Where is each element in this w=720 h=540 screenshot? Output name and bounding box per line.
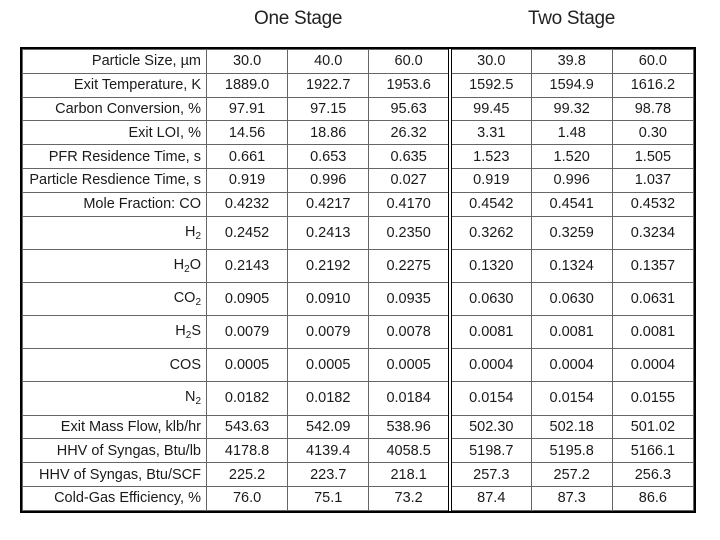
- one-stage-cell: 0.0935: [369, 282, 450, 315]
- one-stage-cell: 95.63: [369, 97, 450, 121]
- one-stage-cell: 0.2143: [207, 249, 288, 282]
- row-label-text: PFR Residence Time, s: [48, 148, 201, 165]
- formula-base: N: [184, 389, 196, 406]
- two-stage-cell: 0.0154: [531, 382, 612, 415]
- two-stage-cell: 0.3259: [531, 216, 612, 249]
- one-stage-cell: 76.0: [207, 486, 288, 510]
- two-stage-cell: 0.30: [612, 121, 693, 145]
- two-stage-cell: 0.0155: [612, 382, 693, 415]
- formula-subscript: 2: [195, 230, 201, 242]
- one-stage-cell: 73.2: [369, 486, 450, 510]
- two-stage-cell: 257.3: [450, 463, 531, 487]
- two-stage-cell: 99.45: [450, 97, 531, 121]
- one-stage-cell: 97.15: [288, 97, 369, 121]
- row-label: [23, 349, 207, 382]
- two-stage-cell: 502.18: [531, 415, 612, 439]
- row-label: [23, 415, 207, 439]
- one-stage-cell: 0.0905: [207, 282, 288, 315]
- one-stage-cell: 0.0005: [369, 349, 450, 382]
- table-body: [23, 50, 694, 511]
- table-row: [23, 463, 694, 487]
- two-stage-cell: 0.3262: [450, 216, 531, 249]
- table-row: [23, 169, 694, 193]
- row-label: [23, 486, 207, 510]
- row-label-text: HHV of Syngas, Btu/lb: [56, 442, 201, 459]
- two-stage-cell: 0.0631: [612, 282, 693, 315]
- one-stage-cell: 0.0910: [288, 282, 369, 315]
- one-stage-cell: 0.0078: [369, 316, 450, 349]
- table-row: [23, 249, 694, 282]
- row-label: [23, 249, 207, 282]
- two-stage-cell: 0.0081: [531, 316, 612, 349]
- one-stage-cell: 0.4232: [207, 192, 288, 216]
- two-stage-cell: 1.523: [450, 145, 531, 169]
- table-row: [23, 73, 694, 97]
- two-stage-cell: 5195.8: [531, 439, 612, 463]
- two-stage-cell: 98.78: [612, 97, 693, 121]
- table-row: [23, 439, 694, 463]
- row-label: [23, 439, 207, 463]
- one-stage-cell: 18.86: [288, 121, 369, 145]
- row-label-text: Exit Mass Flow, klb/hr: [60, 418, 201, 435]
- one-stage-cell: 0.2350: [369, 216, 450, 249]
- two-stage-cell: 0.919: [450, 169, 531, 193]
- table-row: [23, 192, 694, 216]
- formula-subscript: 2: [185, 330, 192, 342]
- row-label: [23, 50, 207, 74]
- formula-base: H: [175, 323, 186, 340]
- two-stage-cell: 30.0: [450, 50, 531, 74]
- one-stage-cell: 538.96: [369, 415, 450, 439]
- row-label: [23, 216, 207, 249]
- one-stage-cell: 14.56: [207, 121, 288, 145]
- two-stage-cell: 87.4: [450, 486, 531, 510]
- one-stage-heading: One Stage: [254, 8, 343, 29]
- two-stage-cell: 0.1324: [531, 249, 612, 282]
- one-stage-cell: 4178.8: [207, 439, 288, 463]
- one-stage-cell: 0.2452: [207, 216, 288, 249]
- one-stage-cell: 218.1: [369, 463, 450, 487]
- one-stage-cell: 0.661: [207, 145, 288, 169]
- two-stage-cell: 1.505: [612, 145, 693, 169]
- table-row: [23, 282, 694, 315]
- two-stage-cell: 0.4532: [612, 192, 693, 216]
- results-table: [20, 47, 696, 513]
- one-stage-cell: 26.32: [369, 121, 450, 145]
- one-stage-cell: 0.0182: [207, 382, 288, 415]
- table-row: [23, 97, 694, 121]
- one-stage-cell: 60.0: [369, 50, 450, 74]
- row-label-text: HHV of Syngas, Btu/SCF: [39, 466, 201, 483]
- one-stage-cell: 4058.5: [369, 439, 450, 463]
- row-label: [23, 169, 207, 193]
- two-stage-cell: 0.996: [531, 169, 612, 193]
- one-stage-cell: 1922.7: [288, 73, 369, 97]
- table-row: [23, 216, 694, 249]
- one-stage-cell: 40.0: [288, 50, 369, 74]
- row-label: [23, 121, 207, 145]
- one-stage-cell: 0.635: [369, 145, 450, 169]
- two-stage-cell: 0.0630: [450, 282, 531, 315]
- two-stage-cell: 1.48: [531, 121, 612, 145]
- two-stage-cell: 99.32: [531, 97, 612, 121]
- two-stage-cell: 1592.5: [450, 73, 531, 97]
- formula-subscript: 2: [195, 396, 201, 408]
- one-stage-cell: 543.63: [207, 415, 288, 439]
- table-row: [23, 50, 694, 74]
- formula-subscript: 2: [184, 263, 190, 275]
- two-stage-cell: 256.3: [612, 463, 693, 487]
- formula-base: H: [173, 256, 185, 273]
- one-stage-cell: 225.2: [207, 463, 288, 487]
- one-stage-cell: 0.0005: [207, 349, 288, 382]
- one-stage-cell: 0.0079: [288, 316, 369, 349]
- table-row: [23, 486, 694, 510]
- two-stage-cell: 86.6: [612, 486, 693, 510]
- row-label-text: Exit LOI, %: [128, 124, 201, 141]
- row-label: [23, 282, 207, 315]
- two-stage-cell: 0.0004: [612, 349, 693, 382]
- two-stage-cell: 502.30: [450, 415, 531, 439]
- one-stage-cell: 0.996: [288, 169, 369, 193]
- formula-tail: S: [191, 323, 201, 340]
- two-stage-cell: 0.0004: [450, 349, 531, 382]
- row-label-text: Particle Resdience Time, s: [29, 172, 201, 189]
- one-stage-cell: 0.4170: [369, 192, 450, 216]
- row-label-text: COS: [169, 357, 201, 374]
- one-stage-cell: 0.919: [207, 169, 288, 193]
- formula-base: H: [184, 223, 196, 240]
- row-label-text: Cold-Gas Efficiency, %: [54, 490, 201, 507]
- one-stage-cell: 97.91: [207, 97, 288, 121]
- two-stage-cell: 0.0081: [612, 316, 693, 349]
- row-label: [23, 192, 207, 216]
- two-stage-cell: 0.1357: [612, 249, 693, 282]
- two-stage-cell: 0.0004: [531, 349, 612, 382]
- two-stage-cell: 1594.9: [531, 73, 612, 97]
- row-label-text: Mole Fraction: CO: [83, 196, 201, 213]
- formula-tail: O: [189, 256, 201, 273]
- formula-subscript: 2: [195, 297, 201, 309]
- table-row: [23, 145, 694, 169]
- two-stage-cell: 60.0: [612, 50, 693, 74]
- two-stage-cell: 0.0081: [450, 316, 531, 349]
- one-stage-cell: 1889.0: [207, 73, 288, 97]
- one-stage-cell: 0.2413: [288, 216, 369, 249]
- two-stage-cell: 1.520: [531, 145, 612, 169]
- row-label: [23, 463, 207, 487]
- one-stage-cell: 0.653: [288, 145, 369, 169]
- two-stage-cell: 257.2: [531, 463, 612, 487]
- table-row: [23, 382, 694, 415]
- one-stage-cell: 0.2275: [369, 249, 450, 282]
- two-stage-cell: 0.0154: [450, 382, 531, 415]
- row-label: [23, 97, 207, 121]
- two-stage-cell: 3.31: [450, 121, 531, 145]
- table-row: [23, 316, 694, 349]
- two-stage-cell: 501.02: [612, 415, 693, 439]
- two-stage-cell: 1616.2: [612, 73, 693, 97]
- row-label: [23, 145, 207, 169]
- two-stage-cell: 1.037: [612, 169, 693, 193]
- one-stage-cell: 0.0005: [288, 349, 369, 382]
- two-stage-cell: 0.4542: [450, 192, 531, 216]
- two-stage-cell: 39.8: [531, 50, 612, 74]
- row-label-text: Particle Size, µm: [91, 53, 201, 70]
- two-stage-cell: 87.3: [531, 486, 612, 510]
- row-label: [23, 316, 207, 349]
- table-row: [23, 121, 694, 145]
- one-stage-cell: 542.09: [288, 415, 369, 439]
- two-stage-cell: 0.0630: [531, 282, 612, 315]
- one-stage-cell: 0.0184: [369, 382, 450, 415]
- table-row: [23, 349, 694, 382]
- row-label: [23, 73, 207, 97]
- one-stage-cell: 1953.6: [369, 73, 450, 97]
- two-stage-heading: Two Stage: [528, 8, 616, 29]
- row-label-text: Carbon Conversion, %: [55, 101, 201, 118]
- table-row: [23, 415, 694, 439]
- one-stage-cell: 0.2192: [288, 249, 369, 282]
- one-stage-cell: 0.4217: [288, 192, 369, 216]
- one-stage-cell: 0.0079: [207, 316, 288, 349]
- two-stage-cell: 5166.1: [612, 439, 693, 463]
- two-stage-cell: 0.1320: [450, 249, 531, 282]
- row-label-text: Exit Temperature, K: [73, 77, 201, 94]
- one-stage-cell: 223.7: [288, 463, 369, 487]
- one-stage-cell: 0.027: [369, 169, 450, 193]
- formula-base: CO: [173, 290, 196, 307]
- one-stage-cell: 4139.4: [288, 439, 369, 463]
- one-stage-cell: 75.1: [288, 486, 369, 510]
- one-stage-cell: 0.0182: [288, 382, 369, 415]
- row-label: [23, 382, 207, 415]
- two-stage-cell: 0.3234: [612, 216, 693, 249]
- two-stage-cell: 0.4541: [531, 192, 612, 216]
- one-stage-cell: 30.0: [207, 50, 288, 74]
- two-stage-cell: 5198.7: [450, 439, 531, 463]
